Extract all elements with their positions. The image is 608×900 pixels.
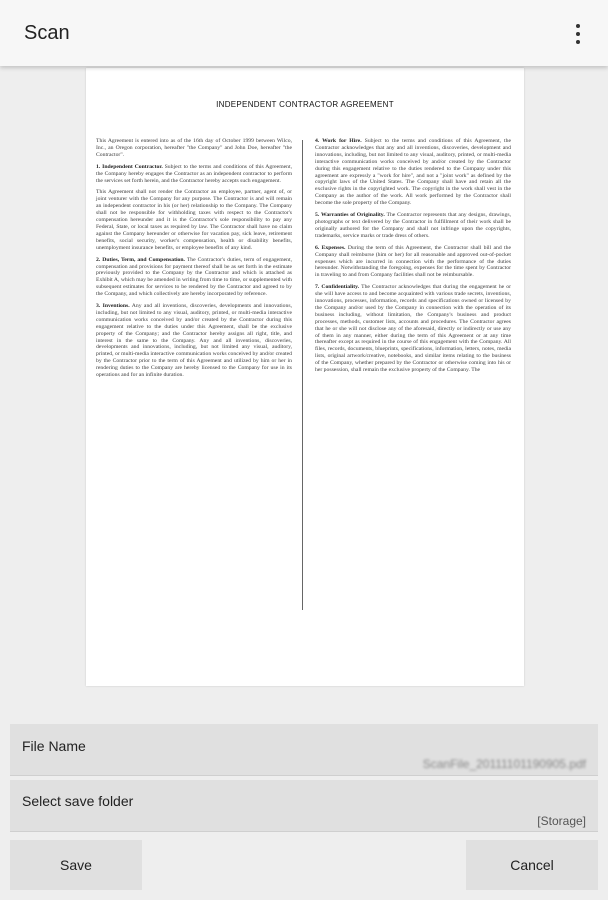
doc-paragraph [96,138,292,159]
document-title: INDEPENDENT CONTRACTOR AGREEMENT [216,100,394,109]
doc-paragraph [96,189,292,251]
save-folder-label: Select save folder [22,793,134,809]
document-left-column [96,138,292,384]
more-vert-icon[interactable] [566,22,590,46]
doc-text: During the term of this Agreement, the Contractor shall bill and the Company shall reimburse (him or her) for all reasonable and approved out-of-pocket expenses which are incurred in connection with the performance of the duties hereunder. Notwithstanding the foregoing, expenses for the time spent by Contractor in traveling to and from Company facilities shall not be reimbursable. [315,244,512,279]
doc-paragraph [315,138,511,207]
doc-text: Subject to the terms and conditions of this Agreement, the Company hereby engages the Contractor as an independent contractor to perform the services set forth herein, and the Contractor hereby accepts such engagement. [96,163,292,184]
document-page [86,68,524,686]
save-button[interactable]: Save [10,840,142,890]
doc-paragraph [315,284,511,374]
doc-text: The Contractor represents that any designs, drawings, photographs or text delivered by the Contractor in fulfillment of their work shall be originally authored for the Company and shall not infringe upon the copyrights, trademarks, service marks or trade dress of others. [315,212,511,239]
document-right-column [315,138,511,379]
doc-text: This Agreement shall not render the Contractor an employee, partner, agent of, or joint venturer with the Company for any purpose. The Contractor is and will remain an independent contractor in his (or her) relationship to the Company. The Company shall not be responsible for withholding taxes with respect to the Contractor's compensation hereunder and it is the Contractor's sole responsibility to pay any Federal, State, or local taxes as required by law. The Contractor shall have no claim against the Company hereunder or otherwise for vacation pay, sick leave, retirement benefits, social security, worker's compensation, health or disability benefits, unemployment insurance benefits, or employee benefits of any kind. [96,189,292,251]
doc-heading: 6. Expenses. [315,244,346,251]
doc-text: The Contractor acknowledges that during the engagement he or she will have access to and become acquainted with various trade secrets, inventions, innovations, processes, information, records and specifications owned or licensed by the Company and/or used by the Company in connection with the operation of its business including, without limitation, the Company's business and product processes, methods, customer lists, accounts and procedures. The Contractor agrees that he or she will not disclose any of the aforesaid, directly or indirectly or use any of them in any manner, either during the term of this Agreement or at any time thereafter except as required in the course of this engagement with the Company. All files, records, documents, blueprints, specifications, information, letters, notes, media lists, original artwork/creative, notebooks, and similar items relating to the business of the Company, whether prepared by the Contractor or otherwise coming into his or her possession, shall remain the exclusive property of the Company. The [315,284,511,374]
app-bar [0,0,608,66]
doc-heading: 7. Confidentiality. [315,284,360,291]
doc-paragraph [96,164,292,185]
file-name-value[interactable]: ScanFile_20111101190905.pdf [422,757,586,771]
doc-heading: 3. Inventions. [96,303,130,310]
doc-heading: 5. Warranties of Originality. [315,212,385,219]
doc-text: Subject to the terms and conditions of this Agreement, the Contractor acknowledges that any and all inventions, discoveries, development and innovations, including, but not limited to any visual, auditory, printed, or multi-media interactive communication works conceived by and/or created by the Contractor during this engagement relative to the duties rendered to the Company under this agreement are expressly a "work for hire", and not a "joint work" as defined by the copyright laws of the United States. The Company shall have and retain all the exclusive rights in the copyrighted work. The copyright in the work shall vest in the Company as the author of the work. All work performed by the Contractor shall become the sole property of the Company. [315,138,511,207]
save-folder-value[interactable]: [Storage] [537,814,586,828]
doc-paragraph [315,245,511,280]
file-name-label: File Name [22,738,86,754]
doc-paragraph [315,212,511,240]
doc-paragraph [96,257,292,298]
scan-preview [0,66,608,716]
doc-text: This Agreement is entered into as of the 16th day of October 1999 between Wilco, Inc., an Oregon corporation, hereafter "the Company" and John Doe, hereafter "the Contractor". [96,138,292,158]
doc-text: The Contractor's duties, term of engagement, compensation and provisions for payment thereof shall be as set forth in the estimate previously provided to the Company by the Contractor and which is attached as Exhibit A, which may be amended in writing from time to time, or supplemented with subsequent estimates for services to be rendered by the Contractor and agreed to by the Company, and which collectively are hereby incorporated by reference. [96,256,292,298]
doc-text: Any and all inventions, discoveries, developments and innovations, including, but not limited to any visual, auditory, printed, or multi-media interactive communication works conceived by and/or created by the Contractor during this engagement relative to the duties under this Agreement, shall be the exclusive property of the Company; and the Contractor hereby assigns all right, title, and interest in the same to the Company. Any and all inventions, discoveries, developments and innovations, including, but not limited any visual, auditory, printed, or multi-media interactive communication works conceived by and/or created by the Contractor prior to the term of this Agreement and utilized by him or her in rendering duties to the Company are hereby licensed to the Company for use in its operations and for an infinite duration. [96,303,292,379]
cancel-button[interactable]: Cancel [466,840,598,890]
doc-heading: 1. Independent Contractor. [96,163,163,170]
column-divider [302,140,303,610]
doc-paragraph [96,303,292,379]
doc-heading: 4. Work for Hire. [315,138,362,144]
screen-title: Scan [24,22,70,44]
doc-heading: 2. Duties, Term, and Compensation. [96,256,185,263]
file-name-field[interactable] [10,724,598,776]
save-folder-field[interactable] [10,780,598,832]
